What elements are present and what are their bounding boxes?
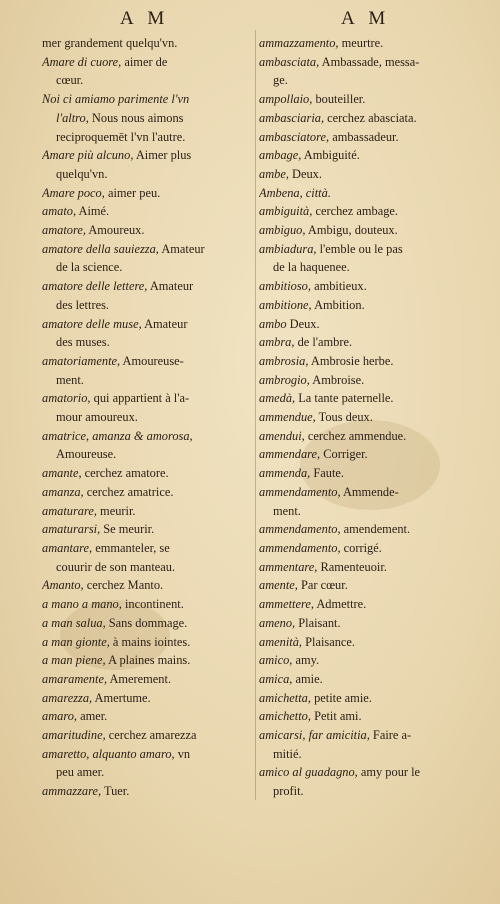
dictionary-entry-line — [42, 483, 252, 502]
definition: corrigé. — [340, 540, 382, 555]
dictionary-entry-line — [42, 614, 252, 633]
headword: ambitioso, — [259, 279, 311, 294]
dictionary-entry-line — [42, 34, 252, 53]
dictionary-entry-line — [259, 371, 469, 390]
running-header-left: A M — [120, 8, 170, 29]
definition: cerchez ammendue. — [304, 428, 407, 443]
headword: ampollaio, — [259, 92, 313, 107]
headword: amatore delle muse, — [42, 316, 142, 331]
headword: ambage, — [259, 148, 302, 163]
headword: ammendamento, — [259, 484, 341, 499]
definition: qui appartient à l'a- — [90, 391, 190, 406]
headword: Amare poco, — [42, 185, 105, 200]
headword: amante, — [42, 466, 82, 481]
headword: amica, — [259, 671, 293, 686]
dictionary-entry-line — [259, 576, 469, 595]
headword: amarezza, — [42, 690, 93, 705]
definition: aimer peu. — [104, 185, 161, 200]
definition: Nous nous aimons — [88, 110, 184, 125]
dictionary-entry-line — [42, 689, 252, 708]
definition: Aimer plus — [133, 148, 192, 163]
definition: Tous deux. — [315, 410, 373, 425]
dictionary-entry-line — [259, 146, 469, 165]
headword: ambrosia, — [259, 353, 309, 368]
dictionary-entry-line — [259, 90, 469, 109]
dictionary-entry-line — [259, 352, 469, 371]
definition: Faire a- — [369, 728, 412, 743]
right-column — [259, 34, 469, 801]
definition: petite amie. — [310, 690, 372, 705]
definition: Amateur — [158, 241, 205, 256]
headword: ameno, — [259, 615, 296, 630]
dictionary-entry-line — [42, 520, 252, 539]
dictionary-entry-line — [42, 352, 252, 371]
headword: amenità, — [259, 634, 303, 649]
definition: Amoureuse. — [56, 447, 117, 462]
definition: vn — [174, 746, 191, 761]
definition: Amoureux. — [85, 223, 145, 238]
dictionary-entry-line — [42, 221, 252, 240]
dictionary-entry-line — [259, 595, 469, 614]
definition: couurir de son manteau. — [56, 559, 176, 574]
dictionary-entry-line — [259, 240, 469, 259]
definition: emmanteler, se — [92, 540, 170, 555]
dictionary-entry-line — [42, 502, 252, 521]
dictionary-entry-line — [259, 296, 469, 315]
headword: amaritudine, — [42, 728, 106, 743]
definition: Ammende- — [340, 484, 399, 499]
definition: Amertume. — [92, 690, 151, 705]
definition: Petit ami. — [310, 709, 362, 724]
definition: bouteiller. — [312, 92, 366, 107]
definition: Amateur — [147, 279, 194, 294]
entry-continuation-line — [42, 558, 252, 577]
dictionary-entry-line — [259, 53, 469, 72]
definition: à mains iointes. — [109, 634, 191, 649]
headword: amaturare, — [42, 503, 97, 518]
entry-continuation-line — [42, 445, 252, 464]
headword: ambasciatore, — [259, 129, 330, 144]
headword: amichetta, — [259, 690, 311, 705]
headword: ambasciata, — [259, 54, 320, 69]
headword: a man salua, — [42, 615, 106, 630]
definition: Tuer. — [101, 784, 130, 799]
headword: l'altro, — [56, 110, 89, 125]
dictionary-entry-line — [259, 707, 469, 726]
headword: amatore delle lettere, — [42, 279, 148, 294]
headword: ambasciaria, — [259, 110, 325, 125]
left-column — [42, 34, 252, 801]
headword: amico, — [259, 653, 293, 668]
entry-continuation-line — [42, 128, 252, 147]
dictionary-entry-line — [259, 558, 469, 577]
definition: Aimé. — [76, 204, 110, 219]
definition: Ambrosie herbe. — [308, 353, 394, 368]
dictionary-entry-line — [42, 315, 252, 334]
dictionary-entry-line — [42, 539, 252, 558]
dictionary-entry-line — [259, 539, 469, 558]
definition: de la haquenee. — [273, 260, 350, 275]
headword: ammendamento, — [259, 522, 341, 537]
headword: amatorio, — [42, 391, 91, 406]
definition: Deux. — [288, 166, 322, 181]
headword: ammendamento, — [259, 540, 341, 555]
headword: amico al guadagno, — [259, 765, 358, 780]
definition: cerchez amatore. — [81, 466, 169, 481]
definition: amy. — [292, 653, 320, 668]
dictionary-entry-line — [42, 464, 252, 483]
headword: Amare di cuore, — [42, 54, 122, 69]
dictionary-entry-line — [259, 445, 469, 464]
entry-continuation-line — [42, 296, 252, 315]
dictionary-entry-line — [42, 53, 252, 72]
definition: Par cœur. — [297, 578, 348, 593]
dictionary-entry-line — [42, 277, 252, 296]
headword: amedà, — [259, 391, 296, 406]
headword: amicarsi, far amicitia, — [259, 728, 370, 743]
dictionary-entry-line — [259, 520, 469, 539]
entry-continuation-line — [259, 71, 469, 90]
definition: cerchez Manto. — [83, 578, 164, 593]
headword: amaramente, — [42, 671, 108, 686]
entry-continuation-line — [42, 258, 252, 277]
entry-continuation-line — [42, 109, 252, 128]
definition: Ramenteuoir. — [317, 559, 387, 574]
dictionary-entry-line — [259, 34, 469, 53]
headword: a man gionte, — [42, 634, 110, 649]
definition: peu amer. — [56, 765, 105, 780]
entry-continuation-line — [42, 371, 252, 390]
headword: amanza, — [42, 484, 84, 499]
definition: aimer de — [121, 54, 168, 69]
dictionary-entry-line — [42, 184, 252, 203]
headword: amente, — [259, 578, 298, 593]
dictionary-entry-line — [42, 90, 252, 109]
dictionary-entry-line — [259, 633, 469, 652]
definition: amy pour le — [357, 765, 421, 780]
headword: amato, — [42, 204, 77, 219]
entry-continuation-line — [259, 782, 469, 801]
headword: amatrice, amanza & amorosa, — [42, 428, 193, 443]
entry-continuation-line — [42, 408, 252, 427]
headword: ammenda, — [259, 466, 311, 481]
headword: amaro, — [42, 709, 77, 724]
entry-continuation-line — [259, 502, 469, 521]
definition: cœur. — [56, 73, 84, 88]
dictionary-entry-line — [259, 483, 469, 502]
dictionary-entry-line — [42, 707, 252, 726]
headword: ambiguità, — [259, 204, 313, 219]
dictionary-entry-line — [42, 745, 252, 764]
headword: Amanto, — [42, 578, 84, 593]
definition: des lettres. — [56, 297, 109, 312]
definition: cerchez abasciata. — [324, 110, 417, 125]
dictionary-entry-line — [42, 146, 252, 165]
dictionary-entry-line — [42, 651, 252, 670]
headword: ammendue, — [259, 410, 316, 425]
definition: La tante paternelle. — [295, 391, 394, 406]
definition: cerchez amatrice. — [83, 484, 174, 499]
definition: profit. — [273, 784, 304, 799]
headword: a man piene, — [42, 653, 106, 668]
headword: ambiguo, — [259, 223, 306, 238]
dictionary-entry-line — [259, 427, 469, 446]
definition: de la science. — [56, 260, 123, 275]
entry-continuation-line — [259, 258, 469, 277]
definition: Admettre. — [313, 597, 367, 612]
entry-continuation-line — [42, 165, 252, 184]
definition: ment. — [273, 503, 301, 518]
dictionary-entry-line — [259, 651, 469, 670]
headword: ambiadura, — [259, 241, 317, 256]
definition: Amateur — [141, 316, 188, 331]
definition: cerchez amarezza — [105, 728, 197, 743]
entry-continuation-line — [259, 745, 469, 764]
definition: reciproquemēt l'vn l'autre. — [56, 129, 186, 144]
definition: Ambroise. — [309, 372, 365, 387]
headword: amaturarsi, — [42, 522, 101, 537]
dictionary-entry-line — [259, 670, 469, 689]
dictionary-entry-line — [42, 595, 252, 614]
dictionary-entry-line — [259, 689, 469, 708]
dictionary-entry-line — [259, 464, 469, 483]
definition: Ambiguité. — [301, 148, 360, 163]
dictionary-entry-line — [259, 165, 469, 184]
definition: Amoureuse- — [120, 353, 184, 368]
dictionary-entry-line — [259, 614, 469, 633]
dictionary-entry-line — [259, 184, 469, 203]
dictionary-entry-line — [42, 202, 252, 221]
dictionary-entry-line — [259, 389, 469, 408]
definition: Corriger. — [320, 447, 368, 462]
definition: des muses. — [56, 335, 110, 350]
definition: Plaisance. — [302, 634, 356, 649]
headword: amatoriamente, — [42, 353, 121, 368]
headword: ammendare, — [259, 447, 321, 462]
headword: amendui, — [259, 428, 305, 443]
dictionary-entry-line — [259, 408, 469, 427]
entry-continuation-line — [42, 71, 252, 90]
headword: Ambena, città. — [259, 185, 331, 200]
headword: ammazzare, — [42, 784, 102, 799]
headword: ambo — [259, 316, 287, 331]
dictionary-entry-line — [42, 240, 252, 259]
definition: ambassadeur. — [329, 129, 399, 144]
headword: ammettere, — [259, 597, 314, 612]
running-header-right: A M — [341, 8, 391, 29]
dictionary-entry-line — [42, 633, 252, 652]
definition: ambitieux. — [310, 279, 367, 294]
definition: mer grandement quelqu'vn. — [42, 36, 178, 50]
dictionary-entry-line — [259, 277, 469, 296]
dictionary-entry-line — [259, 333, 469, 352]
definition: mour amoureux. — [56, 410, 138, 425]
definition: de l'ambre. — [294, 335, 353, 350]
definition: Ambigu, douteux. — [305, 223, 398, 238]
headword: ammazzamento, — [259, 36, 339, 50]
definition: ge. — [273, 73, 288, 88]
headword: ambra, — [259, 335, 295, 350]
headword: Amare più alcuno, — [42, 148, 134, 163]
dictionary-entry-line — [259, 726, 469, 745]
definition: Sans dommage. — [105, 615, 188, 630]
headword: ammentare, — [259, 559, 318, 574]
dictionary-entry-line — [42, 782, 252, 801]
definition: cerchez ambage. — [312, 204, 398, 219]
headword: amatore, — [42, 223, 86, 238]
definition: incontinent. — [121, 597, 184, 612]
dictionary-entry-line — [42, 670, 252, 689]
dictionary-entry-line — [259, 109, 469, 128]
headword: a mano a mano, — [42, 597, 122, 612]
definition: Plaisant. — [295, 615, 341, 630]
headword: ambitione, — [259, 297, 312, 312]
definition: ment. — [56, 372, 84, 387]
definition: mitié. — [273, 746, 302, 761]
column-divider — [255, 30, 256, 800]
dictionary-entry-line — [259, 763, 469, 782]
headword: amatore della sauiezza, — [42, 241, 159, 256]
definition: Amerement. — [107, 671, 172, 686]
dictionary-entry-line — [42, 427, 252, 446]
definition: Faute. — [310, 466, 345, 481]
dictionary-entry-line — [259, 202, 469, 221]
definition: l'emble ou le pas — [316, 241, 403, 256]
headword: Noi ci amiamo parimente l'vn — [42, 92, 190, 107]
dictionary-entry-line — [259, 221, 469, 240]
entry-continuation-line — [42, 333, 252, 352]
definition: meurir. — [96, 503, 136, 518]
definition: meurtre. — [338, 36, 384, 50]
headword: amantare, — [42, 540, 93, 555]
dictionary-entry-line — [42, 389, 252, 408]
definition: Ambassade, messa- — [319, 54, 420, 69]
dictionary-entry-line — [259, 315, 469, 334]
definition: quelqu'vn. — [56, 166, 108, 181]
headword: amaretto, alquanto amaro, — [42, 746, 175, 761]
dictionary-entry-line — [42, 726, 252, 745]
definition: Deux. — [286, 316, 320, 331]
headword: ambrogio, — [259, 372, 310, 387]
headword: amichetto, — [259, 709, 311, 724]
entry-continuation-line — [42, 763, 252, 782]
definition: Se meurir. — [100, 522, 155, 537]
definition: A plaines mains. — [105, 653, 191, 668]
definition: amer. — [77, 709, 108, 724]
headword: ambe, — [259, 166, 289, 181]
definition: amendement. — [340, 522, 411, 537]
definition: amie. — [292, 671, 323, 686]
dictionary-entry-line — [42, 576, 252, 595]
definition: Ambition. — [311, 297, 365, 312]
dictionary-entry-line — [259, 128, 469, 147]
